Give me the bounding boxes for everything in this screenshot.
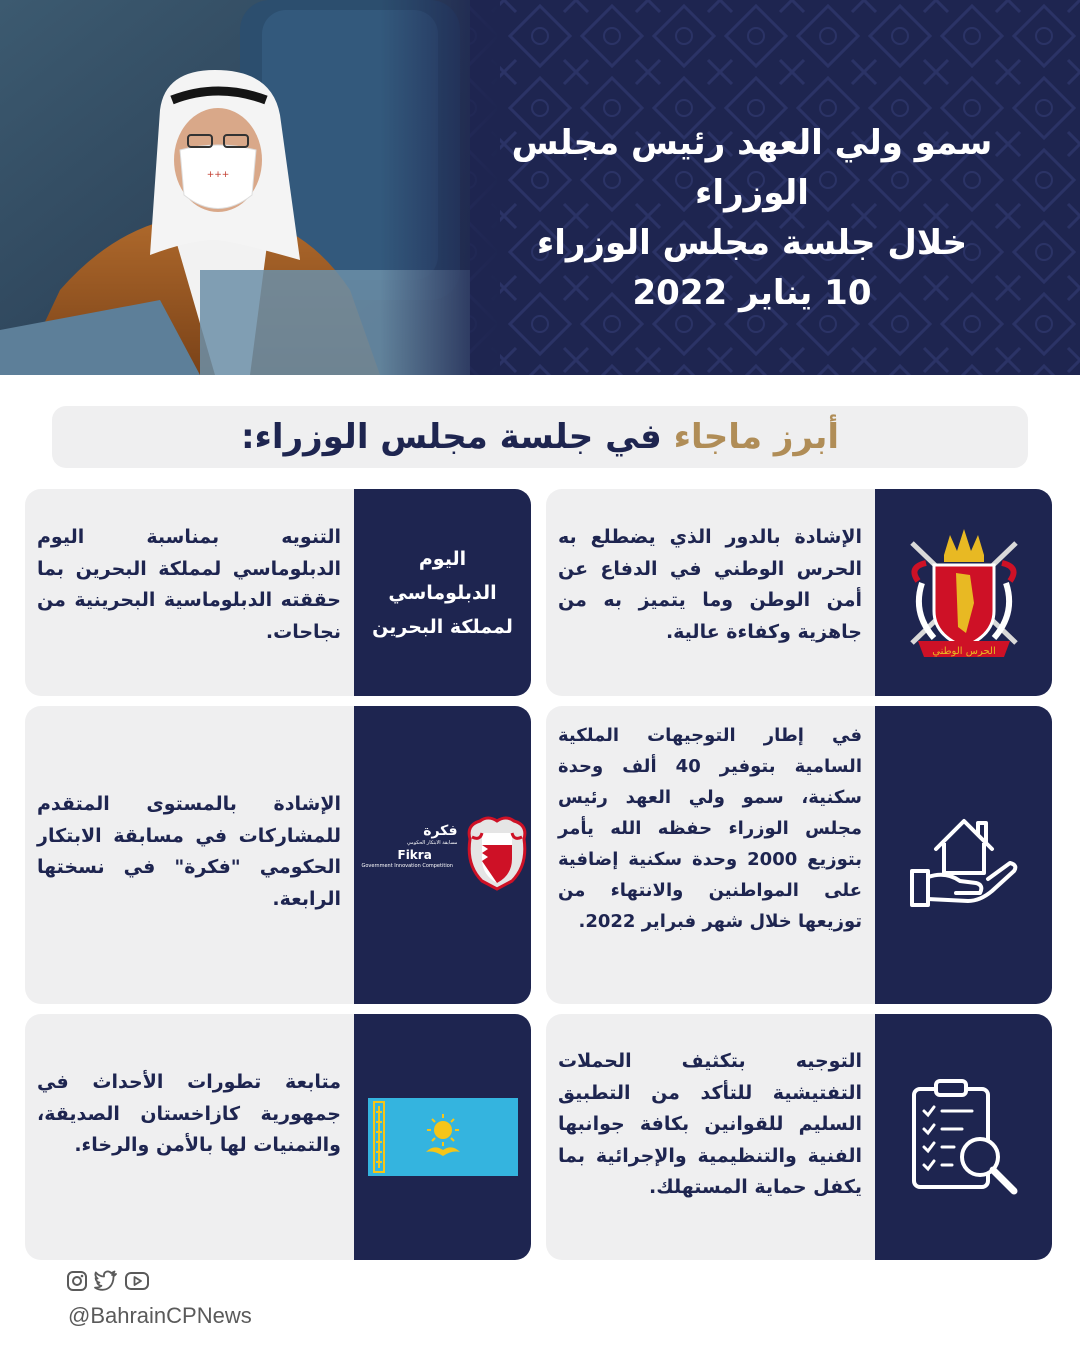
social-handle[interactable]: @BahrainCPNews [68, 1303, 252, 1328]
card-text: الإشادة بالدور الذي يضطلع به الحرس الوطني في الدفاع عن أمن الوطن وما يتميز به من جاهزية وكفاءة عالية. [558, 526, 862, 643]
card-inspection [546, 1014, 1052, 1260]
title-line-1: سمو ولي العهد رئيس مجلس الوزراء [511, 123, 993, 213]
social-icons [66, 1270, 150, 1296]
card-kazakhstan [25, 1014, 531, 1260]
header-title [452, 118, 1052, 318]
card-icon-panel [875, 489, 1052, 696]
title-line-2: خلال جلسة مجلس الوزراء [536, 223, 968, 263]
header-banner [0, 0, 1080, 375]
fikra-logo-arabic: فكرة [423, 823, 458, 839]
card-text: التوجيه بتكثيف الحملات التفتيشية للتأكد من التطبيق السليم للقوانين بكافة جوانبها الفنية والتنظيمية والإجرائية بما يكفل حماية المستهلك. [558, 1050, 862, 1198]
title-date: 10 يناير 2022 [632, 273, 872, 313]
fikra-logo-arabic-subtitle: مسابقة الابتكار الحكومي [406, 840, 458, 846]
card-icon-panel [875, 706, 1052, 1004]
fikra-logo-english: Fikra [397, 848, 432, 862]
diplomatic-day-label: اليوم الدبلوماسي لمملكة البحرين [372, 547, 513, 638]
youtube-icon[interactable] [124, 1270, 150, 1296]
instagram-icon[interactable] [66, 1270, 88, 1296]
national-guard-emblem-icon [904, 523, 1024, 663]
card-text: التنويه بمناسبة اليوم الدبلوماسي لمملكة البحرين بما حققته الدبلوماسية البحرينية من نجاحات. [37, 526, 341, 643]
card-text: الإشادة بالمستوى المتقدم للمشاركات في مسابقة الابتكار الحكومي "فكرة" في نسختها الرابعة. [37, 793, 341, 910]
card-housing [546, 706, 1052, 1004]
card-logo-panel [354, 706, 531, 1004]
card-diplomatic-day [25, 489, 531, 696]
bahrain-emblem-icon [466, 815, 528, 891]
card-text: في إطار التوجيهات الملكية السامية بتوفير 40 ألف وحدة سكنية، سمو ولي العهد رئيس مجلس الوزراء حفظه الله يأمر بتوزيع 2000 وحدة سكنية إضافية على المواطنين والانتهاء من توزيعها خلال شهر فبراير 2022. [558, 725, 862, 932]
card-label-panel [354, 489, 531, 696]
fikra-logo-english-subtitle: Government Innovation Competition [361, 863, 453, 869]
card-national-guard [546, 489, 1052, 696]
card-flag-panel [354, 1014, 531, 1260]
svg-text:+++: +++ [206, 170, 230, 180]
heading-gold-text: أبرز ماجاء [673, 417, 840, 457]
card-fikra [25, 706, 531, 1004]
kazakhstan-flag-icon [368, 1098, 518, 1176]
twitter-icon[interactable] [94, 1270, 118, 1296]
svg-text:الحرس الوطني: الحرس الوطني [931, 645, 996, 657]
heading-navy-text: في جلسة مجلس الوزراء: [240, 417, 662, 457]
card-icon-panel [875, 1014, 1052, 1260]
checklist-magnifier-icon [906, 1077, 1022, 1197]
highlights-heading [52, 406, 1028, 468]
house-in-hand-icon [906, 797, 1022, 913]
fikra-logo [358, 815, 528, 895]
card-text: متابعة تطورات الأحداث في جمهورية كازاخستان الصديقة، والتمنيات لها بالأمن والرخاء. [37, 1071, 341, 1156]
